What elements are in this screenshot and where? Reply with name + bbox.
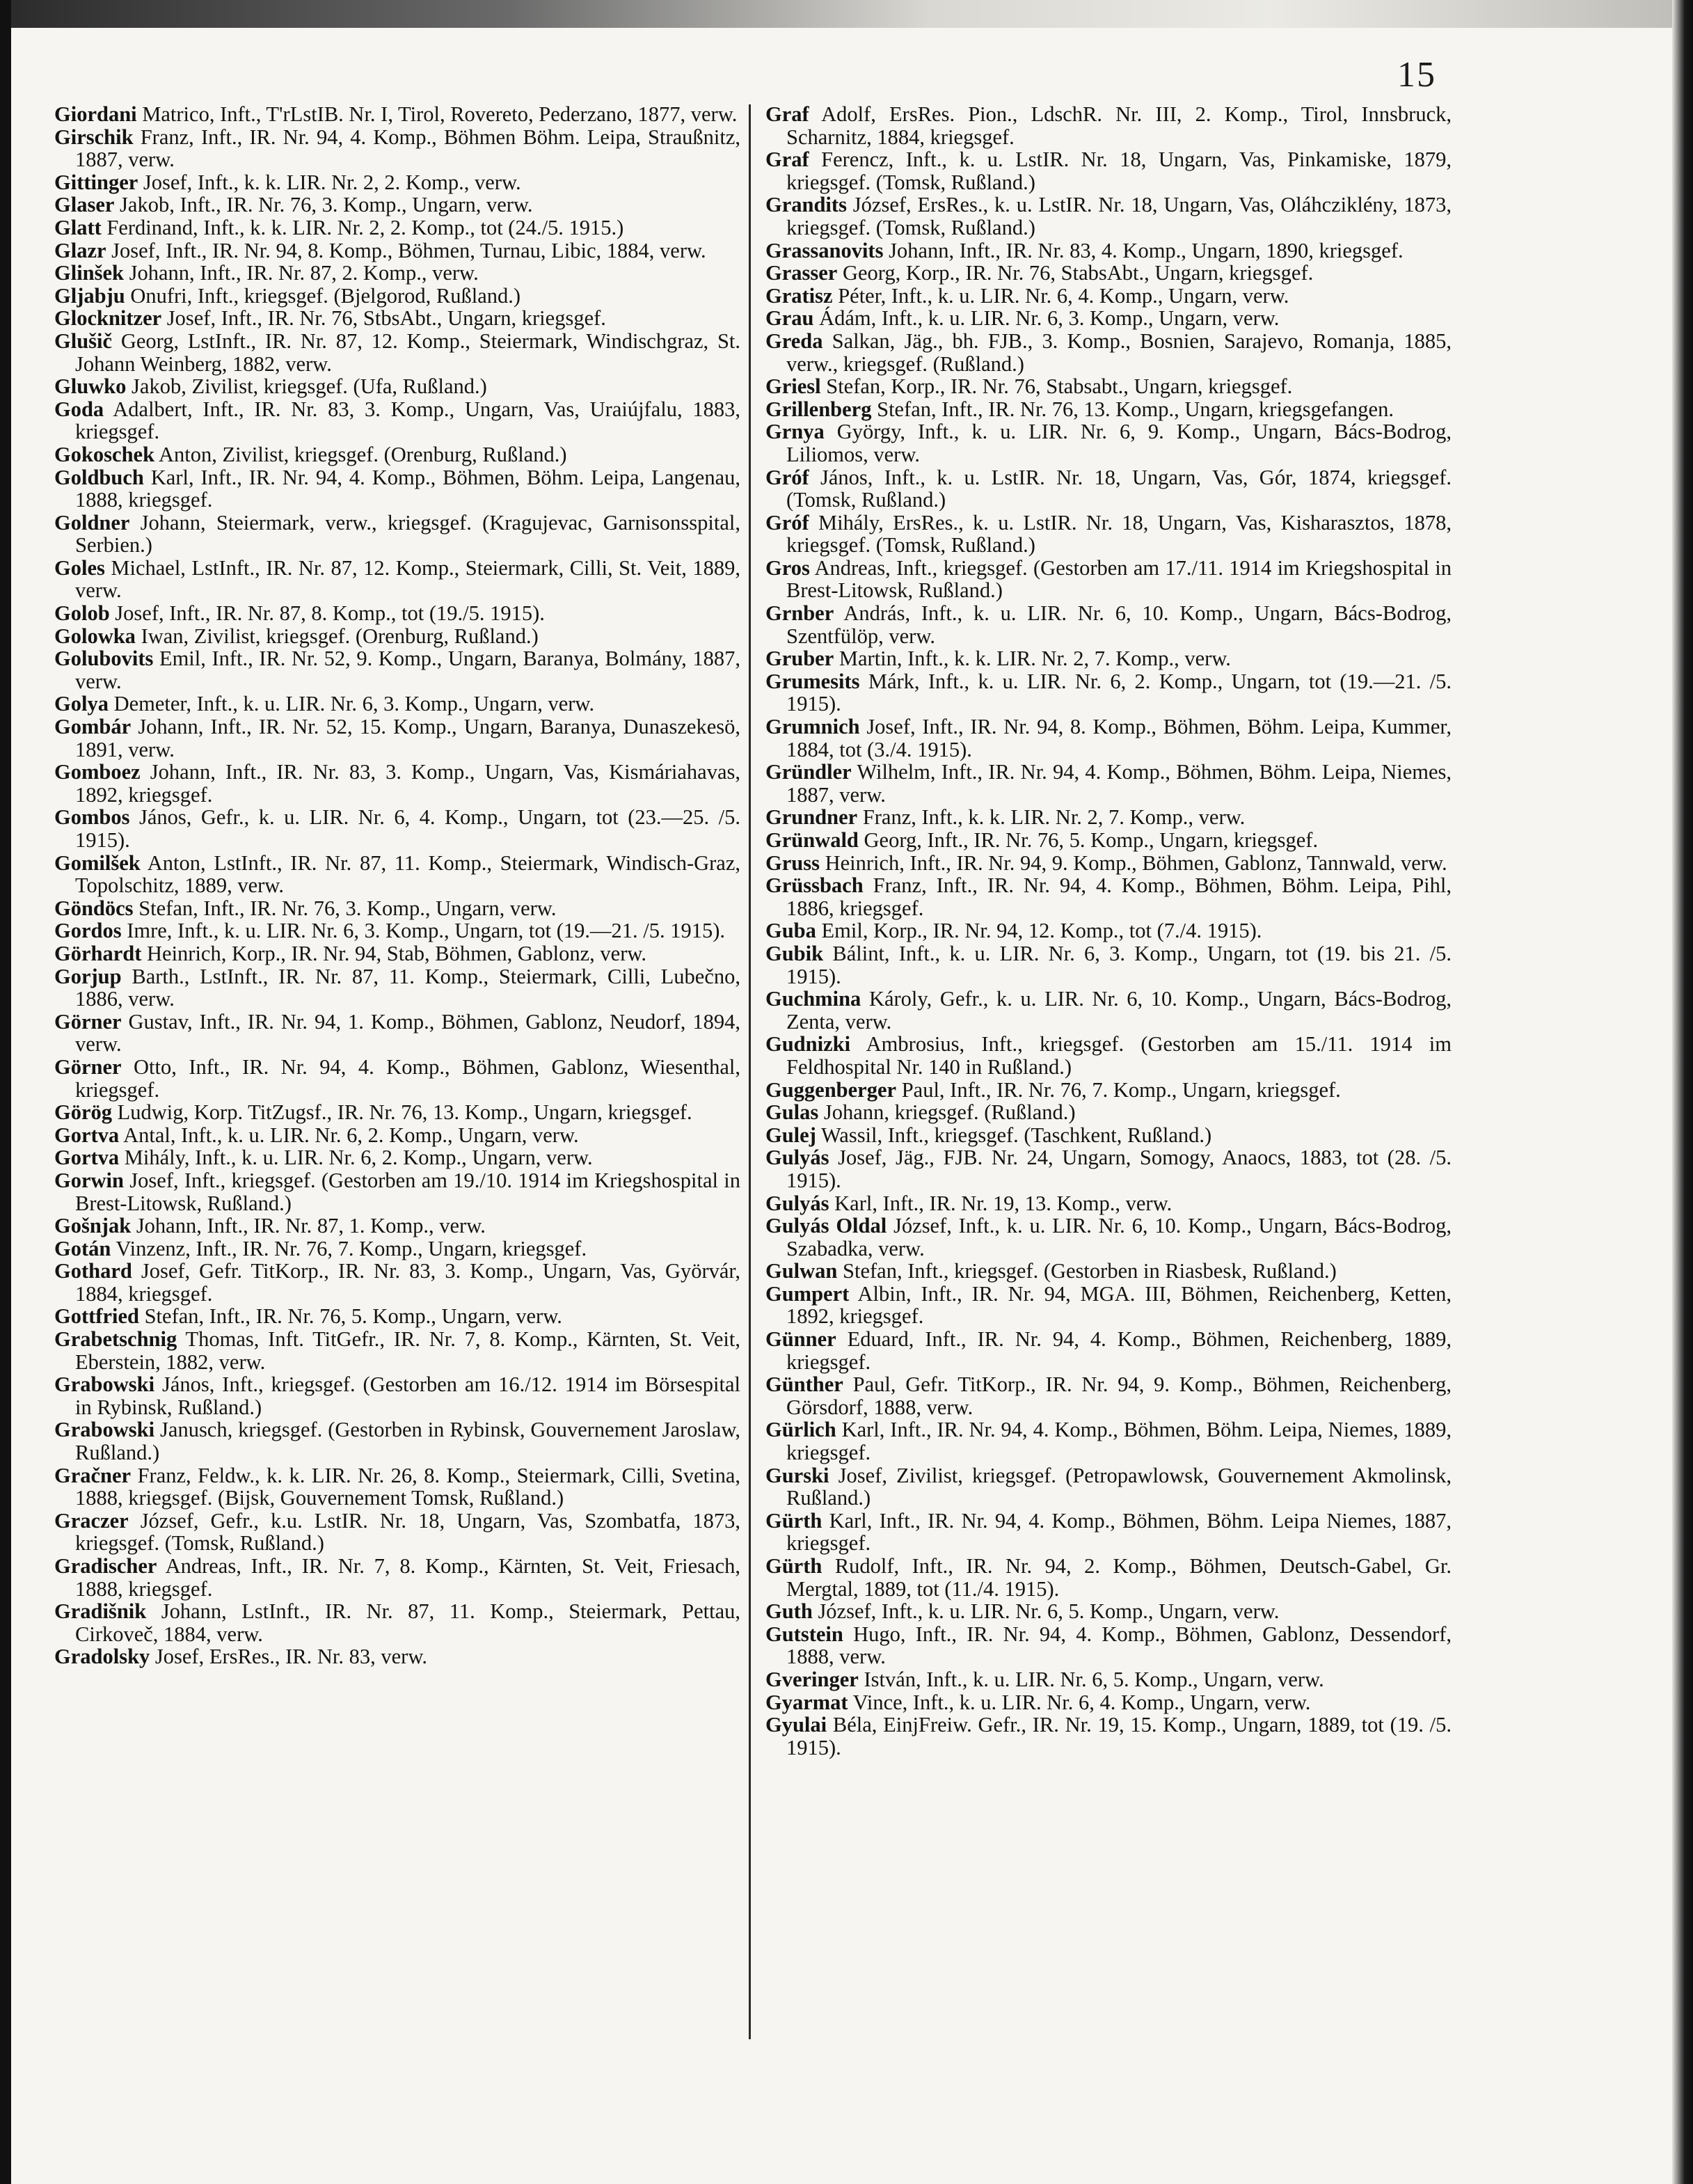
list-entry [765, 670, 1452, 715]
entry-details: Demeter, Inft., k. u. LIR. Nr. 6, 3. Komp., Ungarn, verw. [113, 692, 595, 716]
entry-details: Antal, Inft., k. u. LIR. Nr. 6, 2. Komp., Ungarn, verw. [123, 1123, 579, 1147]
entry-details: János, Inft., k. u. LstIR. Nr. 18, Ungarn, Vas, Gór, 1874, kriegsgef. (Tomsk, Rußland.) [786, 465, 1452, 512]
entry-surname: Gratisz [765, 283, 833, 308]
entry-surname: Gründler [765, 760, 852, 784]
entry-surname: Grassanovits [765, 238, 884, 262]
list-entry [765, 1214, 1452, 1260]
list-entry [765, 829, 1452, 852]
list-entry [54, 466, 740, 512]
list-entry [765, 602, 1452, 647]
entry-surname: Grandits [765, 193, 847, 217]
entry-surname: Grumesits [765, 669, 860, 693]
list-entry [765, 148, 1452, 193]
entry-details: Ludwig, Korp. TitZugsf., IR. Nr. 76, 13. Komp., Ungarn, kriegsgef. [117, 1100, 692, 1125]
entry-details: Márk, Inft., k. u. LIR. Nr. 6, 2. Komp., Ungarn, tot (19.—21. /5. 1915). [786, 669, 1452, 716]
entry-surname: Grnber [765, 601, 834, 626]
entry-details: Károly, Gefr., k. u. LIR. Nr. 6, 10. Komp., Ungarn, Bács-Bodrog, Zenta, verw. [786, 987, 1452, 1034]
entry-details: Heinrich, Korp., IR. Nr. 94, Stab, Böhmen, Gablonz, verw. [147, 941, 647, 965]
list-entry [54, 193, 740, 216]
entry-surname: Goles [54, 555, 105, 580]
entry-details: Béla, EinjFreiw. Gefr., IR. Nr. 19, 15. Komp., Ungarn, 1889, tot (19. /5. 1915). [786, 1713, 1452, 1759]
entry-details: Franz, Inft., IR. Nr. 94, 4. Komp., Böhmen Böhm. Leipa, Straußnitz, 1887, verw. [75, 125, 741, 172]
entry-surname: Grundner [765, 805, 858, 830]
entry-surname: Gradišnik [54, 1599, 147, 1624]
entry-surname: Grasser [765, 261, 838, 285]
entry-details: Josef, Inft., IR. Nr. 76, StbsAbt., Ungarn, kriegsgef. [166, 306, 606, 331]
entry-details: Johann, Steiermark, verw., kriegsgef. (Kragujevac, Garnisonsspital, Serbien.) [75, 510, 740, 557]
entry-surname: Gluwko [54, 374, 127, 399]
entry-details: Paul, Inft., IR. Nr. 76, 7. Komp., Ungarn, kriegsgef. [901, 1077, 1341, 1102]
entry-surname: Golob [54, 601, 110, 626]
scan-edge-right [1672, 0, 1693, 2184]
list-entry [765, 1464, 1452, 1510]
entry-surname: Gorjup [54, 964, 122, 988]
entry-surname: Gveringer [765, 1667, 859, 1691]
entry-details: Josef, Zivilist, kriegsgef. (Petropawlowsk, Gouvernement Akmolinsk, Rußland.) [786, 1463, 1452, 1510]
entry-details: Johann, kriegsgef. (Rußland.) [823, 1100, 1076, 1125]
entry-surname: Gombár [54, 715, 132, 739]
list-entry [54, 1124, 740, 1147]
page-number: 15 [1397, 55, 1436, 95]
entry-details: Franz, Inft., k. k. LIR. Nr. 2, 7. Komp., verw. [862, 805, 1246, 830]
entry-surname: Grumnich [765, 715, 860, 739]
entry-details: Matrico, Inft., T'rLstIB. Nr. I, Tirol, Rovereto, Pederzano, 1877, verw. [142, 102, 738, 126]
list-entry [765, 1623, 1452, 1668]
entry-surname: Grabowski [54, 1418, 155, 1442]
entry-details: Karl, Inft., IR. Nr. 94, 4. Komp., Böhmen, Böhm. Leipa, Langenau, 1888, kriegsgef. [75, 465, 741, 512]
list-entry [54, 443, 740, 466]
entry-surname: Gróf [765, 510, 809, 535]
list-entry [54, 1510, 740, 1555]
list-entry [54, 1328, 740, 1373]
list-entry [54, 852, 740, 897]
entry-surname: Gumpert [765, 1281, 850, 1306]
entry-surname: Grau [765, 306, 814, 331]
list-entry [765, 1283, 1452, 1328]
entry-details: Ádám, Inft., k. u. LIR. Nr. 6, 3. Komp., Ungarn, verw. [819, 306, 1280, 331]
list-entry [765, 1101, 1452, 1124]
entry-surname: Gothard [54, 1259, 132, 1283]
list-entry [54, 1464, 740, 1510]
list-entry [54, 919, 740, 942]
entry-details: Johann, Inft., IR. Nr. 52, 15. Komp., Ungarn, Baranya, Dunaszekesö, 1891, verw. [75, 715, 740, 761]
entry-surname: Gošnjak [54, 1214, 132, 1238]
entry-surname: Görög [54, 1100, 113, 1125]
entry-surname: Günther [765, 1372, 843, 1397]
list-entry [54, 216, 740, 239]
entry-details: Johann, Inft., IR. Nr. 83, 3. Komp., Ungarn, Vas, Kismáriahavas, 1892, kriegsgef. [75, 760, 740, 807]
entry-surname: Gulyás [765, 1146, 829, 1170]
entry-details: József, Inft., k. u. LIR. Nr. 6, 10. Komp., Ungarn, Bács-Bodrog, Szabadka, verw. [786, 1214, 1452, 1260]
entry-surname: Gordos [54, 919, 122, 943]
entry-surname: Grillenberg [765, 397, 872, 421]
entry-surname: Gortva [54, 1123, 120, 1147]
entry-details: Josef, Gefr. TitKorp., IR. Nr. 83, 3. Komp., Ungarn, Vas, Györvár, 1884, kriegsgef. [75, 1259, 740, 1306]
list-entry [54, 330, 740, 375]
entry-surname: Görner [54, 1009, 122, 1034]
entry-details: Johann, Inft., IR. Nr. 83, 4. Komp., Ungarn, 1890, kriegsgef. [889, 238, 1404, 262]
entry-details: Josef, Inft., kriegsgef. (Gestorben am 19./10. 1914 im Kriegshospital in Brest-Litowsk, Rußland.) [75, 1168, 741, 1215]
list-entry [765, 1033, 1452, 1078]
list-entry [54, 262, 740, 285]
entry-surname: Gombos [54, 805, 130, 830]
entry-details: József, Gefr., k.u. LstIR. Nr. 18, Ungarn, Vas, Szombatfa, 1873, kriegsgef. (Tomsk, Rußland.) [75, 1508, 741, 1556]
entry-details: Emil, Inft., IR. Nr. 52, 9. Komp., Ungarn, Baranya, Bolmány, 1887, verw. [75, 647, 741, 693]
entry-surname: Goldbuch [54, 465, 144, 489]
entry-details: Rudolf, Inft., IR. Nr. 94, 2. Komp., Böhmen, Deutsch-Gabel, Gr. Mergtal, 1889, tot (11./4. 1915). [786, 1554, 1452, 1601]
entry-details: Josef, Jäg., FJB. Nr. 24, Ungarn, Somogy, Anaocs, 1883, tot (28. /5. 1915). [786, 1146, 1452, 1192]
list-entry [54, 693, 740, 715]
entry-surname: Guba [765, 919, 816, 943]
entry-surname: Gomilšek [54, 850, 141, 875]
entry-surname: Golowka [54, 624, 136, 648]
list-entry [765, 1555, 1452, 1600]
list-entry [765, 874, 1452, 919]
entry-surname: Golya [54, 692, 109, 716]
entry-surname: Gradolsky [54, 1645, 150, 1669]
entry-surname: Göndöcs [54, 896, 134, 920]
list-entry [765, 919, 1452, 942]
list-entry [54, 103, 740, 126]
list-entry [54, 1373, 740, 1418]
list-entry [54, 1101, 740, 1124]
entry-details: József, Inft., k. u. LIR. Nr. 6, 5. Komp., Ungarn, verw. [818, 1599, 1280, 1624]
entry-surname: Gulej [765, 1123, 816, 1147]
entry-surname: Gurski [765, 1463, 829, 1487]
column-divider [749, 104, 751, 2039]
list-entry [765, 239, 1452, 262]
entry-details: Barth., LstInft., IR. Nr. 87, 11. Komp., Steiermark, Cilli, Lubečno, 1886, verw. [75, 964, 740, 1011]
list-entry [765, 1714, 1452, 1759]
entry-surname: Gulyás [765, 1191, 829, 1215]
entry-details: Mihály, ErsRes., k. u. LstIR. Nr. 18, Ungarn, Vas, Kisharasztos, 1878, kriegsgef. (Tomsk, Rußland.) [786, 510, 1452, 557]
entry-surname: Glinšek [54, 261, 125, 285]
list-entry [765, 398, 1452, 421]
entry-details: Ferdinand, Inft., k. k. LIR. Nr. 2, 2. Komp., tot (24./5. 1915.) [106, 215, 624, 239]
list-entry [765, 1668, 1452, 1691]
entry-surname: Glocknitzer [54, 306, 162, 331]
entry-details: Vinzenz, Inft., IR. Nr. 76, 7. Komp., Ungarn, kriegsgef. [116, 1236, 587, 1260]
scan-edge-top [0, 0, 1693, 28]
list-entry [54, 398, 740, 443]
list-entry [765, 1510, 1452, 1555]
entry-details: Bálint, Inft., k. u. LIR. Nr. 6, 3. Komp., Ungarn, tot (19. bis 21. /5. 1915). [786, 941, 1452, 988]
entry-surname: Goldner [54, 510, 130, 535]
list-entry [54, 715, 740, 761]
list-entry [54, 1011, 740, 1056]
list-entry [54, 625, 740, 648]
list-entry [54, 1645, 740, 1668]
entry-surname: Gros [765, 555, 810, 580]
entry-surname: Gürlich [765, 1418, 836, 1442]
list-entry [765, 806, 1452, 829]
entry-surname: Grabetschnig [54, 1327, 177, 1352]
entry-details: Mihály, Inft., k. u. LIR. Nr. 6, 2. Komp., Ungarn, verw. [124, 1146, 593, 1170]
entry-surname: Gulas [765, 1100, 819, 1125]
entry-details: Georg, Korp., IR. Nr. 76, StabsAbt., Ungarn, kriegsgef. [842, 261, 1314, 285]
entry-surname: Gyulai [765, 1713, 827, 1737]
entry-details: Salkan, Jäg., bh. FJB., 3. Komp., Bosnien, Sarajevo, Romanja, 1885, verw., kriegsgef. (Rußland.) [786, 329, 1452, 376]
entry-surname: Gruber [765, 647, 834, 671]
entry-details: Stefan, Inft., IR. Nr. 76, 3. Komp., Ungarn, verw. [138, 896, 557, 920]
list-entry [765, 375, 1452, 398]
entry-details: Iwan, Zivilist, kriegsgef. (Orenburg, Rußland.) [141, 624, 539, 648]
entry-details: Karl, Inft., IR. Nr. 94, 4. Komp., Böhmen, Böhm. Leipa Niemes, 1887, kriegsgef. [786, 1508, 1452, 1556]
entry-surname: Gottfried [54, 1304, 139, 1329]
entry-details: Stefan, Inft., IR. Nr. 76, 5. Komp., Ungarn, verw. [144, 1304, 562, 1329]
list-entry [54, 647, 740, 693]
list-entry [765, 988, 1452, 1033]
entry-details: Péter, Inft., k. u. LIR. Nr. 6, 4. Komp., Ungarn, verw. [838, 283, 1289, 308]
entry-details: Stefan, Korp., IR. Nr. 76, Stabsabt., Ungarn, kriegsgef. [826, 374, 1293, 399]
entry-surname: Giordani [54, 102, 137, 126]
entry-details: Martin, Inft., k. k. LIR. Nr. 2, 7. Komp., verw. [838, 647, 1231, 671]
entry-details: Franz, Feldw., k. k. LIR. Nr. 26, 8. Komp., Steiermark, Cilli, Svetina, 1888, kriegsgef. (Bijsk, Gouvernement Tomsk, Rußland.) [75, 1463, 740, 1510]
entry-surname: Görhardt [54, 941, 142, 965]
entry-details: Josef, ErsRes., IR. Nr. 83, verw. [154, 1645, 427, 1669]
entry-details: István, Inft., k. u. LIR. Nr. 6, 5. Komp., Ungarn, verw. [864, 1667, 1324, 1691]
entry-surname: Gürth [765, 1554, 822, 1578]
entry-details: Johann, Inft., IR. Nr. 87, 2. Komp., verw. [129, 261, 479, 285]
list-entry [54, 1600, 740, 1645]
entry-surname: Goda [54, 397, 104, 421]
entry-surname: Gradischer [54, 1554, 157, 1578]
list-entry [765, 262, 1452, 285]
entry-surname: Gorwin [54, 1168, 124, 1192]
entry-surname: Gotán [54, 1236, 111, 1260]
entry-details: Franz, Inft., IR. Nr. 94, 4. Komp., Böhmen, Böhm. Leipa, Pihl, 1886, kriegsgef. [786, 873, 1452, 920]
entry-surname: Griesl [765, 374, 821, 399]
entry-details: Karl, Inft., IR. Nr. 19, 13. Komp., verw. [834, 1191, 1173, 1215]
entry-details: Albin, Inft., IR. Nr. 94, MGA. III, Böhmen, Reichenberg, Ketten, 1892, kriegsgef. [786, 1281, 1452, 1329]
entry-surname: Glatt [54, 215, 102, 239]
list-entry [54, 1169, 740, 1214]
entry-surname: Greda [765, 329, 823, 353]
list-entry [54, 1260, 740, 1305]
entry-details: Emil, Korp., IR. Nr. 94, 12. Komp., tot (7./4. 1915). [821, 919, 1262, 943]
entry-surname: Glaser [54, 193, 115, 217]
list-entry [765, 330, 1452, 375]
entry-details: Ambrosius, Inft., kriegsgef. (Gestorben am 15./11. 1914 im Feldhospital Nr. 140 in Rußland.) [786, 1032, 1452, 1079]
list-entry [54, 806, 740, 851]
entry-details: János, Inft., kriegsgef. (Gestorben am 16./12. 1914 im Börsespital in Rybinsk, Rußland.) [75, 1372, 740, 1419]
entry-surname: Gortva [54, 1146, 120, 1170]
scan-edge-left [0, 0, 11, 2184]
entry-details: Ferencz, Inft., k. u. LstIR. Nr. 18, Ungarn, Vas, Pinkamiske, 1879, kriegsgef. (Tomsk, Rußland.) [786, 148, 1452, 194]
entry-surname: Gomboez [54, 760, 141, 784]
entry-details: Jakob, Inft., IR. Nr. 76, 3. Komp., Ungarn, verw. [120, 193, 533, 217]
list-entry [765, 285, 1452, 308]
right-column [765, 103, 1452, 1759]
entry-details: Anton, LstInft., IR. Nr. 87, 11. Komp., Steiermark, Windisch-Graz, Topolschitz, 1889, verw. [75, 850, 740, 898]
entry-surname: Gokoschek [54, 442, 155, 466]
entry-details: Georg, Inft., IR. Nr. 76, 5. Komp., Ungarn, kriegsgef. [864, 828, 1319, 852]
entry-details: Josef, Inft., IR. Nr. 87, 8. Komp., tot (19./5. 1915). [115, 601, 545, 626]
entry-details: Johann, Inft., IR. Nr. 87, 1. Komp., verw. [136, 1214, 486, 1238]
list-entry [765, 307, 1452, 330]
entry-details: Hugo, Inft., IR. Nr. 94, 4. Komp., Böhmen, Gablonz, Dessendorf, 1888, verw. [786, 1622, 1452, 1669]
list-entry [54, 239, 740, 262]
entry-details: Johann, LstInft., IR. Nr. 87, 11. Komp., Steiermark, Pettau, Cirkoveč, 1884, verw. [75, 1599, 740, 1646]
list-entry [765, 852, 1452, 875]
entry-surname: Gljabju [54, 283, 125, 308]
entry-surname: Girschik [54, 125, 134, 149]
entry-details: Heinrich, Inft., IR. Nr. 94, 9. Komp., Böhmen, Gablonz, Tannwald, verw. [825, 850, 1447, 875]
entry-surname: Gürth [765, 1508, 822, 1533]
list-entry [765, 512, 1452, 557]
list-entry [765, 1124, 1452, 1147]
entry-details: János, Gefr., k. u. LIR. Nr. 6, 4. Komp., Ungarn, tot (23.—25. /5. 1915). [75, 805, 740, 852]
entry-details: György, Inft., k. u. LIR. Nr. 6, 9. Komp., Ungarn, Bács-Bodrog, Liliomos, verw. [786, 420, 1452, 466]
list-entry [54, 171, 740, 194]
entry-details: Janusch, kriegsgef. (Gestorben in Rybinsk, Gouvernement Jaroslaw, Rußland.) [75, 1418, 741, 1465]
entry-details: Imre, Inft., k. u. LIR. Nr. 6, 3. Komp., Ungarn, tot (19.—21. /5. 1915). [127, 919, 726, 943]
entry-details: Jakob, Zivilist, kriegsgef. (Ufa, Rußland.) [132, 374, 487, 399]
list-entry [765, 1079, 1452, 1102]
entry-details: Stefan, Inft., kriegsgef. (Gestorben in Riasbesk, Rußland.) [843, 1259, 1337, 1283]
entry-surname: Gubik [765, 941, 824, 965]
entry-details: Stefan, Inft., IR. Nr. 76, 13. Komp., Ungarn, kriegsgefangen. [877, 397, 1394, 421]
entry-details: Vince, Inft., k. u. LIR. Nr. 6, 4. Komp., Ungarn, verw. [852, 1690, 1311, 1714]
entry-surname: Glazr [54, 238, 106, 262]
list-entry [54, 942, 740, 965]
entry-surname: Golubovits [54, 647, 154, 671]
list-entry [54, 285, 740, 308]
list-entry [765, 420, 1452, 466]
entry-details: Otto, Inft., IR. Nr. 94, 4. Komp., Böhmen, Gablonz, Wiesenthal, kriegsgef. [75, 1054, 741, 1102]
list-entry [54, 512, 740, 557]
list-entry [54, 1237, 740, 1260]
list-entry [54, 602, 740, 625]
entry-surname: Glušič [54, 329, 113, 353]
entry-details: Paul, Gefr. TitKorp., IR. Nr. 94, 9. Komp., Böhmen, Reichenberg, Görsdorf, 1888, verw. [786, 1372, 1452, 1419]
entry-surname: Gulyás Oldal [765, 1214, 887, 1238]
list-entry [765, 647, 1452, 670]
entry-details: Georg, LstInft., IR. Nr. 87, 12. Komp., Steiermark, Windischgraz, St. Johann Weinberg, 1882, verw. [75, 329, 741, 376]
list-entry [54, 761, 740, 806]
entry-details: Andreas, Inft., IR. Nr. 7, 8. Komp., Kärnten, St. Veit, Friesach, 1888, kriegsgef. [75, 1554, 740, 1601]
entry-details: Karl, Inft., IR. Nr. 94, 4. Komp., Böhmen, Böhm. Leipa, Niemes, 1889, kriegsgef. [786, 1418, 1452, 1465]
list-entry [54, 126, 740, 171]
entry-details: András, Inft., k. u. LIR. Nr. 6, 10. Komp., Ungarn, Bács-Bodrog, Szentfülöp, verw. [786, 601, 1452, 648]
list-entry [54, 1056, 740, 1101]
entry-details: Adalbert, Inft., IR. Nr. 83, 3. Komp., Ungarn, Vas, Uraiújfalu, 1883, kriegsgef. [75, 397, 740, 444]
list-entry [54, 1214, 740, 1237]
list-entry [765, 1260, 1452, 1283]
entry-surname: Gittinger [54, 170, 138, 194]
entry-details: Wilhelm, Inft., IR. Nr. 94, 4. Komp., Böhmen, Böhm. Leipa, Niemes, 1887, verw. [786, 760, 1452, 807]
list-entry [54, 1555, 740, 1600]
entry-surname: Gruss [765, 850, 820, 875]
entry-details: Eduard, Inft., IR. Nr. 94, 4. Komp., Böhmen, Reichenberg, 1889, kriegsgef. [786, 1327, 1452, 1374]
entry-surname: Grüssbach [765, 873, 864, 898]
list-entry [765, 715, 1452, 761]
entry-surname: Grünwald [765, 828, 859, 852]
entry-details: Josef, Inft., k. k. LIR. Nr. 2, 2. Komp., verw. [143, 170, 521, 194]
list-entry [765, 942, 1452, 988]
entry-details: Josef, Inft., IR. Nr. 94, 8. Komp., Böhmen, Böhm. Leipa, Kummer, 1884, tot (3./4. 1915). [786, 715, 1452, 761]
entry-details: Josef, Inft., IR. Nr. 94, 8. Komp., Böhmen, Turnau, Libic, 1884, verw. [111, 238, 706, 262]
list-entry [765, 1418, 1452, 1464]
entry-surname: Gutstein [765, 1622, 843, 1646]
entry-surname: Graczer [54, 1508, 129, 1533]
entry-surname: Gulwan [765, 1259, 838, 1283]
list-entry [54, 965, 740, 1011]
list-entry [765, 466, 1452, 512]
entry-surname: Gudnizki [765, 1032, 851, 1057]
entry-details: Anton, Zivilist, kriegsgef. (Orenburg, Rußland.) [159, 442, 567, 466]
entry-details: Gustav, Inft., IR. Nr. 94, 1. Komp., Böhmen, Gablonz, Neudorf, 1894, verw. [75, 1009, 740, 1057]
list-entry [54, 897, 740, 920]
list-entry [765, 1192, 1452, 1215]
entry-surname: Graf [765, 102, 809, 126]
list-entry [765, 1328, 1452, 1373]
list-entry [765, 557, 1452, 602]
list-entry [54, 1305, 740, 1328]
entry-surname: Gyarmat [765, 1690, 848, 1714]
entry-surname: Görner [54, 1054, 122, 1079]
list-entry [765, 1691, 1452, 1714]
list-entry [765, 1373, 1452, 1418]
entry-details: Michael, LstInft., IR. Nr. 87, 12. Komp., Steiermark, Cilli, St. Veit, 1889, verw. [75, 555, 740, 603]
list-entry [54, 1418, 740, 1464]
entry-surname: Grnya [765, 420, 825, 444]
list-entry [765, 103, 1452, 148]
entry-surname: Gróf [765, 465, 809, 489]
entry-surname: Günner [765, 1327, 836, 1352]
list-entry [54, 1146, 740, 1169]
left-column [54, 103, 740, 1668]
list-entry [54, 557, 740, 602]
entry-details: Thomas, Inft. TitGefr., IR. Nr. 7, 8. Komp., Kärnten, St. Veit, Eberstein, 1882, verw. [75, 1327, 740, 1374]
entry-surname: Guchmina [765, 987, 861, 1011]
entry-details: Adolf, ErsRes. Pion., LdschR. Nr. III, 2. Komp., Tirol, Innsbruck, Scharnitz, 1884, kriegsgef. [786, 102, 1452, 149]
entry-surname: Grabowski [54, 1372, 155, 1397]
list-entry [54, 307, 740, 330]
entry-details: Onufri, Inft., kriegsgef. (Bjelgorod, Rußland.) [130, 283, 521, 308]
entry-surname: Guth [765, 1599, 813, 1624]
list-entry [765, 193, 1452, 239]
entry-details: Wassil, Inft., kriegsgef. (Taschkent, Rußland.) [820, 1123, 1212, 1147]
list-entry [765, 1146, 1452, 1192]
list-entry [765, 761, 1452, 806]
entry-surname: Guggenberger [765, 1077, 897, 1102]
entry-surname: Graf [765, 148, 809, 172]
entry-details: József, ErsRes., k. u. LstIR. Nr. 18, Ungarn, Vas, Oláhcziklény, 1873, kriegsgef. (Tomsk, Rußland.) [786, 193, 1452, 239]
entry-details: Andreas, Inft., kriegsgef. (Gestorben am 17./11. 1914 im Kriegshospital in Brest-Litowsk, Rußland.) [786, 555, 1452, 603]
entry-surname: Gračner [54, 1463, 132, 1487]
list-entry [765, 1600, 1452, 1623]
list-entry [54, 375, 740, 398]
